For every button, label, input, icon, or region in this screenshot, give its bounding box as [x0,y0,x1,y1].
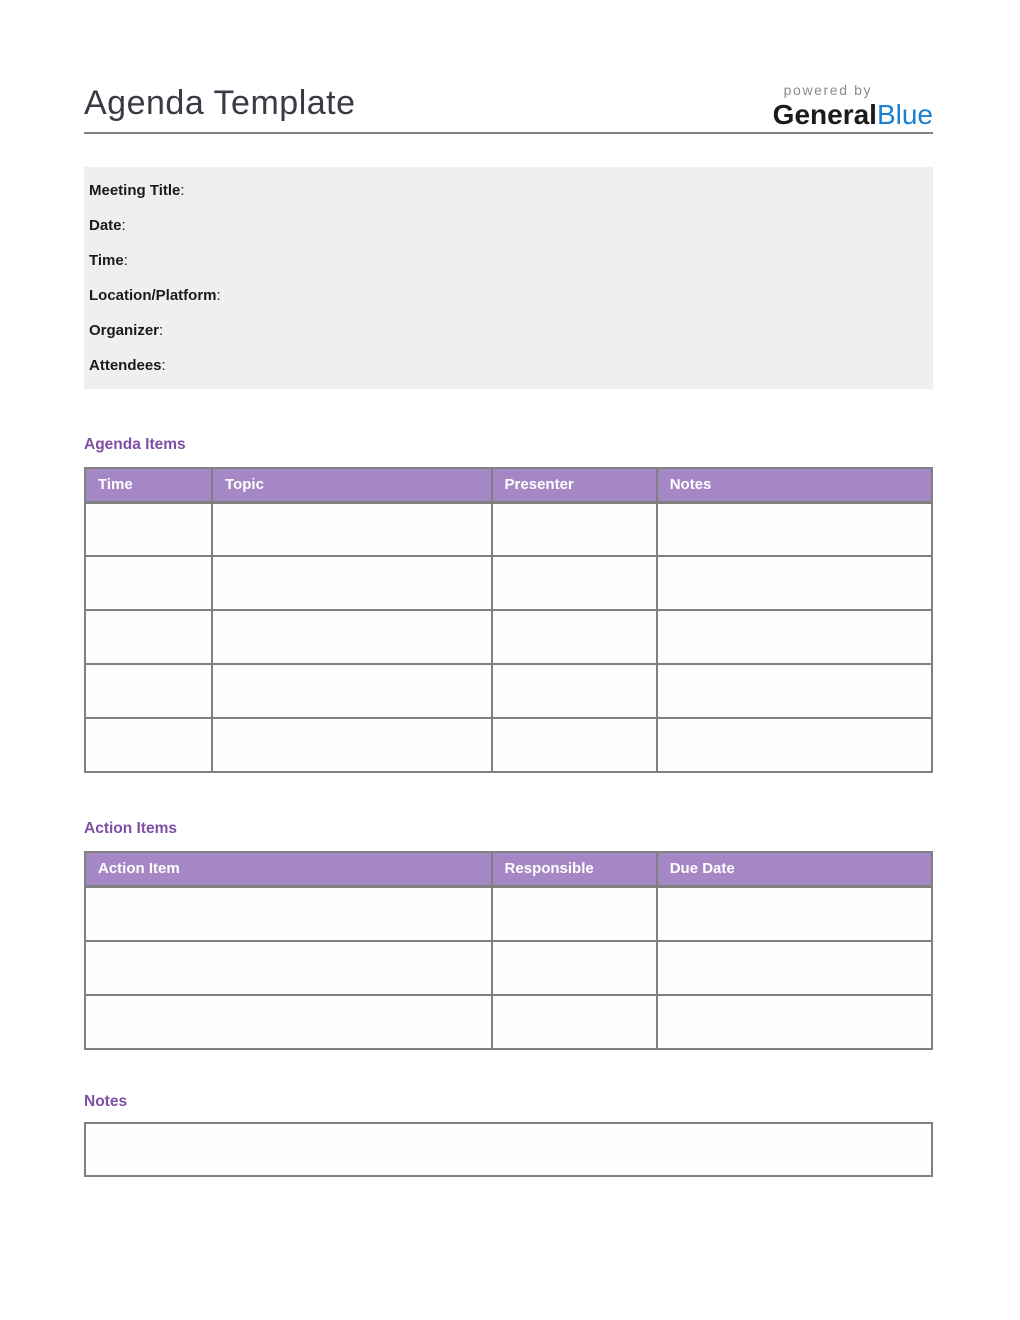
colon: : [121,216,126,234]
action-items-heading: Action Items [84,820,178,838]
agenda-row [85,502,932,556]
powered-by-label: powered by [783,82,873,98]
brand-wordmark [773,99,933,131]
agenda-col-topic: Topic [212,468,492,503]
page [84,82,933,1177]
agenda-col-notes: Notes [657,468,932,503]
action-col-due-date: Due Date [657,852,932,887]
table-cell [212,502,492,556]
table-cell [492,718,657,772]
action-col-responsible: Responsible [492,852,657,887]
agenda-row [85,664,932,718]
table-cell [657,941,932,995]
table-cell [85,995,492,1049]
table-cell [492,664,657,718]
table-cell [657,995,932,1049]
brand-blue-text: Blue [876,98,933,130]
meeting-info-box [84,167,933,389]
action-items-table [84,851,933,1050]
table-cell [212,718,492,772]
agenda-row [85,556,932,610]
table-cell [657,718,932,772]
table-cell [657,664,932,718]
table-cell [657,502,932,556]
attendees-field [89,348,923,383]
action-row [85,995,932,1049]
notes-heading: Notes [84,1092,128,1110]
table-cell [492,941,657,995]
agenda-col-time: Time [85,468,212,503]
organizer-label: Organizer [89,321,160,339]
location-platform-field [89,278,923,313]
colon: : [159,321,164,339]
colon: : [180,181,185,199]
table-cell [85,718,212,772]
table-cell [492,995,657,1049]
table-cell [657,556,932,610]
meeting-title-field [89,173,923,208]
page-title: Agenda Template [84,84,356,123]
table-cell [492,502,657,556]
time-label: Time [89,251,124,269]
agenda-row [85,718,932,772]
table-cell [492,610,657,664]
notes-box [84,1122,933,1177]
agenda-row [85,610,932,664]
location-platform-label: Location/Platform [89,286,217,304]
agenda-items-heading: Agenda Items [84,435,186,453]
colon: : [216,286,221,304]
table-cell [212,664,492,718]
table-cell [85,556,212,610]
attendees-label: Attendees [89,356,162,374]
action-header-row [85,852,932,887]
agenda-header-row [85,468,932,503]
colon: : [161,356,166,374]
table-cell [492,556,657,610]
table-cell [85,941,492,995]
table-cell [85,887,492,941]
action-row [85,941,932,995]
action-row [85,887,932,941]
table-cell [85,664,212,718]
meeting-title-label: Meeting Title [89,181,181,199]
date-field [89,208,923,243]
table-cell [85,502,212,556]
table-cell [657,610,932,664]
table-cell [85,610,212,664]
brand-general-text: General [772,98,877,130]
action-col-item: Action Item [85,852,492,887]
agenda-items-table [84,467,933,774]
time-field [89,243,923,278]
table-cell [492,887,657,941]
agenda-col-presenter: Presenter [492,468,657,503]
page-header [84,82,933,134]
table-cell [657,887,932,941]
brand-logo [773,82,933,132]
table-cell [212,610,492,664]
date-label: Date [89,216,122,234]
organizer-field [89,313,923,348]
table-cell [212,556,492,610]
colon: : [123,251,128,269]
